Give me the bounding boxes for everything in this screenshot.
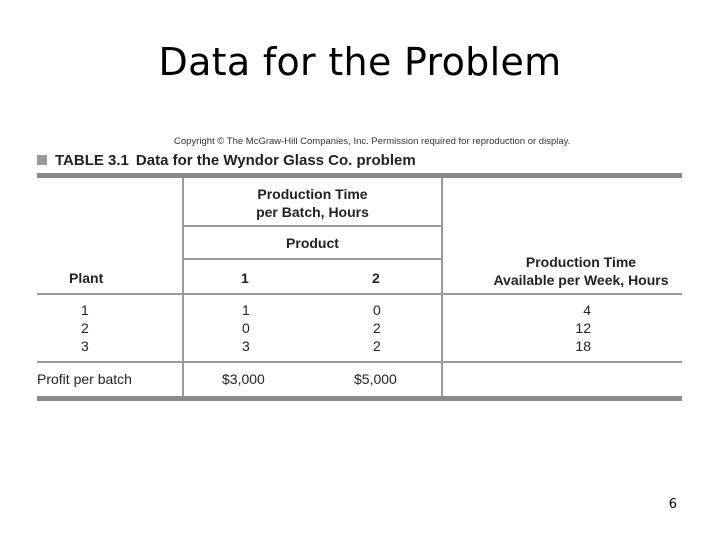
table-cell-product1: 1 (242, 302, 250, 318)
copyright-notice: Copyright © The McGraw-Hill Companies, Inc. Permission required for reproduction or display. (174, 136, 571, 147)
header-production-time-line1: Production Time (257, 186, 368, 202)
table-bottom-rule (37, 396, 682, 401)
header-plant: Plant (69, 270, 104, 286)
table-cell-available: 18 (575, 338, 591, 354)
table-cell-available: 12 (575, 320, 591, 336)
slide-title: Data for the Problem (158, 40, 562, 84)
header-production-time (184, 185, 441, 221)
profit-product-2: $5,000 (354, 371, 397, 387)
header-product: Product (286, 235, 339, 251)
header-available-time (470, 253, 692, 289)
table-cell-plant: 3 (81, 338, 89, 354)
product-subheader-rule (183, 258, 442, 260)
profit-product-1: $3,000 (222, 371, 265, 387)
header-product-2: 2 (372, 270, 380, 286)
profit-label: Profit per batch (37, 371, 132, 387)
table-number: TABLE 3.1 (55, 151, 129, 169)
table-cell-available: 4 (583, 302, 591, 318)
table-caption (37, 150, 416, 170)
header-bottom-rule (37, 293, 682, 295)
table-cell-plant: 2 (81, 320, 89, 336)
page-number: 6 (668, 497, 677, 512)
caption-bullet-icon (37, 155, 47, 165)
header-product-1: 1 (241, 270, 249, 286)
header-available-line2: Available per Week, Hours (493, 272, 669, 288)
table-cell-product1: 0 (242, 320, 250, 336)
table-cell-product2: 0 (373, 302, 381, 318)
table-cell-product2: 2 (373, 338, 381, 354)
table-cell-product1: 3 (242, 338, 250, 354)
available-column-divider (441, 178, 443, 396)
product-group-rule (183, 225, 442, 227)
profit-row-rule (37, 361, 682, 363)
table-cell-plant: 1 (81, 302, 89, 318)
header-production-time-line2: per Batch, Hours (256, 204, 369, 220)
header-available-line1: Production Time (525, 254, 637, 270)
table-top-rule (37, 173, 682, 178)
table-caption-text: Data for the Wyndor Glass Co. problem (135, 151, 416, 169)
table-cell-product2: 2 (373, 320, 381, 336)
